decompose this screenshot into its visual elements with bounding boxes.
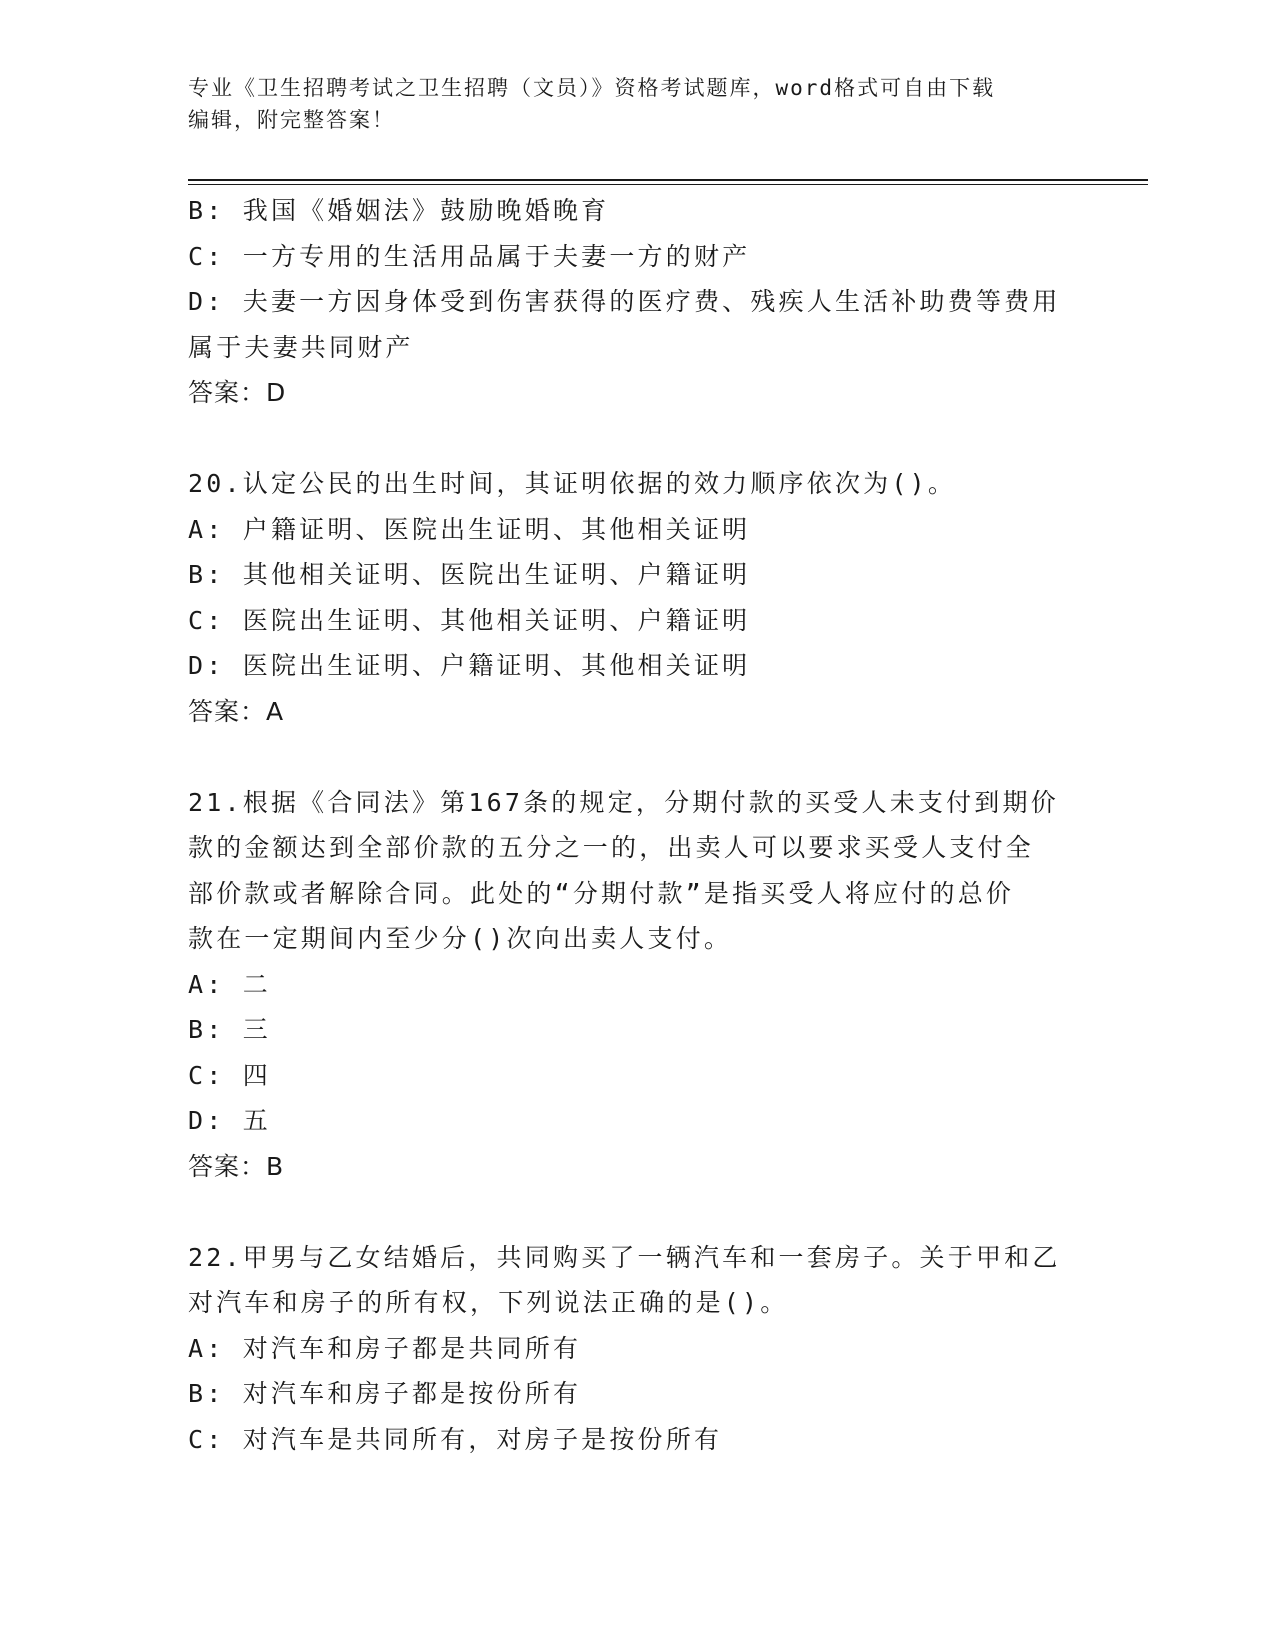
- option-c: C: 对汽车是共同所有，对房子是按份所有: [188, 1424, 723, 1454]
- answer: 答案：D: [188, 378, 287, 407]
- question-20: [188, 461, 1088, 734]
- question-gap: [188, 734, 1088, 780]
- question-gap: [188, 416, 1088, 462]
- option-b: B: 其他相关证明、医院出生证明、户籍证明: [188, 560, 751, 589]
- option-a: A: 二: [188, 969, 271, 999]
- option-b: B: 我国《婚姻法》鼓励晚婚晚育: [188, 196, 610, 225]
- header-title-line-2: 编辑，附完整答案！: [188, 108, 395, 132]
- question-gap: [188, 1189, 1088, 1235]
- option-c: C: 四: [188, 1060, 271, 1090]
- question-stem-continued: 款在一定期间内至少分()次向出卖人支付。: [188, 924, 733, 953]
- header-divider-thick: [188, 179, 1148, 181]
- option-d: D: 五: [188, 1106, 271, 1135]
- question-19-continuation: [188, 188, 1088, 416]
- question-stem-continued: 部价款或者解除合同。此处的“分期付款”是指买受人将应付的总价: [188, 878, 1015, 908]
- option-b: B: 对汽车和房子都是按份所有: [188, 1379, 582, 1408]
- option-d-continued: 属于夫妻共同财产: [188, 332, 414, 362]
- question-stem-continued: 款的金额达到全部价款的五分之一的，出卖人可以要求买受人支付全: [188, 833, 1035, 862]
- option-c: C: 一方专用的生活用品属于夫妻一方的财产: [188, 241, 751, 271]
- question-21: [188, 780, 1088, 1190]
- header-divider-thin: [188, 184, 1148, 185]
- option-a: A: 户籍证明、医院出生证明、其他相关证明: [188, 514, 751, 544]
- option-b: B: 三: [188, 1015, 271, 1044]
- header-title-line-1: 专业《卫生招聘考试之卫生招聘（文员）》资格考试题库，word格式可自由下载: [188, 76, 996, 100]
- option-c: C: 医院出生证明、其他相关证明、户籍证明: [188, 605, 751, 635]
- question-list: [188, 188, 1088, 1462]
- question-stem: 22.甲男与乙女结婚后，共同购买了一辆汽车和一套房子。关于甲和乙: [188, 1242, 1061, 1272]
- question-22: [188, 1235, 1088, 1463]
- answer: 答案：B: [188, 1151, 285, 1181]
- answer: 答案：A: [188, 696, 285, 726]
- question-stem: 21.根据《合同法》第167条的规定，分期付款的买受人未支付到期价: [188, 787, 1059, 817]
- option-a: A: 对汽车和房子都是共同所有: [188, 1333, 582, 1363]
- option-d: D: 医院出生证明、户籍证明、其他相关证明: [188, 651, 751, 680]
- option-d: D: 夫妻一方因身体受到伤害获得的医疗费、残疾人生活补助费等费用: [188, 287, 1061, 316]
- question-stem: 20.认定公民的出生时间，其证明依据的效力顺序依次为()。: [188, 469, 957, 498]
- question-stem-continued: 对汽车和房子的所有权，下列说法正确的是()。: [188, 1288, 789, 1317]
- document-header: [188, 72, 1088, 136]
